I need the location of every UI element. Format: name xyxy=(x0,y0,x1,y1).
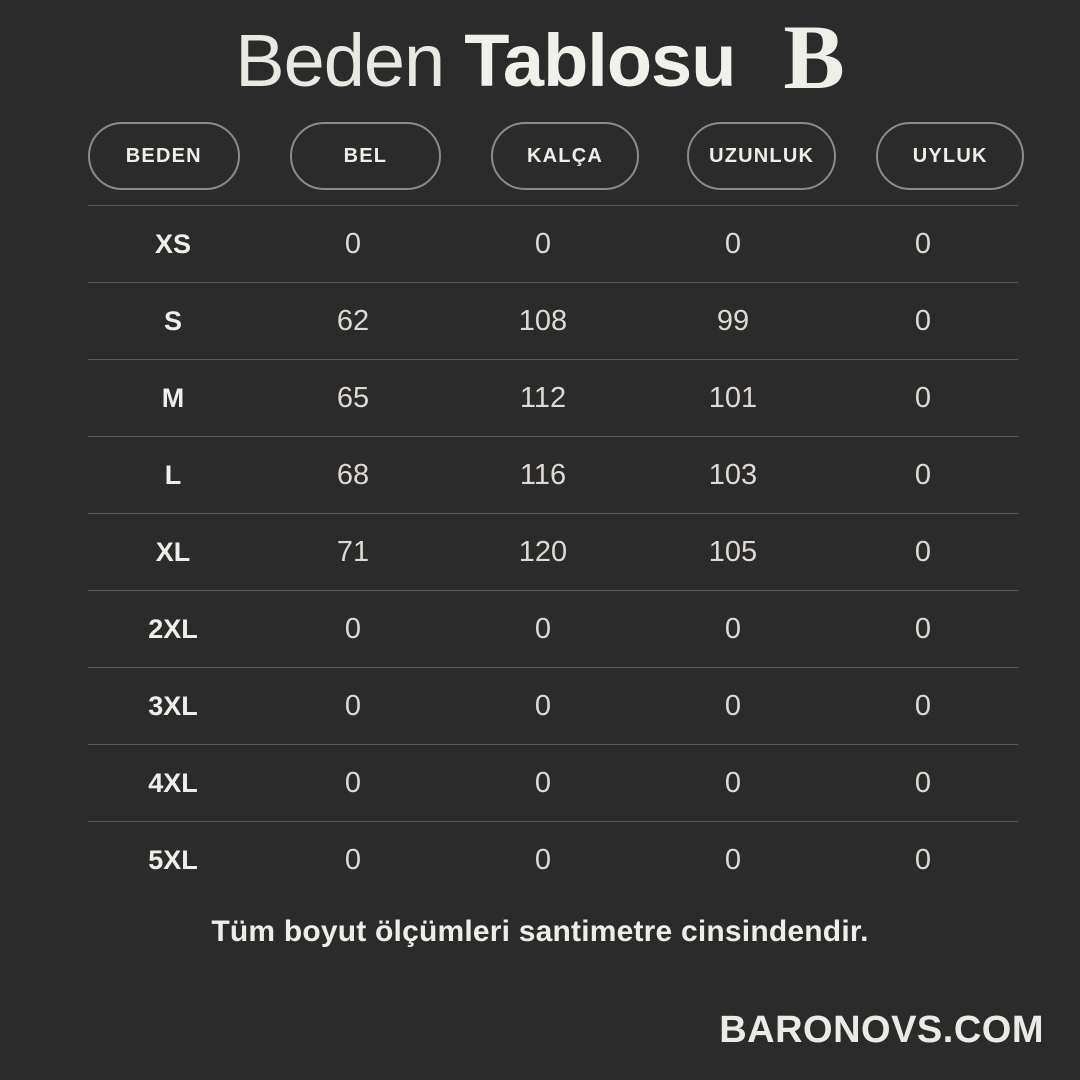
cell-bel: 0 xyxy=(344,612,362,645)
cell-uzunluk: 103 xyxy=(708,458,758,491)
cell-size: M xyxy=(161,382,185,413)
title-word-secondary: Tablosu xyxy=(464,18,736,102)
table-row xyxy=(88,821,1018,898)
table-row xyxy=(88,667,1018,744)
cell-size: XS xyxy=(154,228,192,259)
page-title xyxy=(0,5,1080,113)
title-word-primary: Beden xyxy=(235,18,445,102)
column-header-uyluk: UYLUK xyxy=(876,122,1024,190)
cell-uyluk: 0 xyxy=(914,535,932,568)
cell-uyluk: 0 xyxy=(914,381,932,414)
column-header-bel: BEL xyxy=(290,122,442,190)
cell-kalca: 0 xyxy=(534,766,552,799)
table-row xyxy=(88,590,1018,667)
cell-size: 2XL xyxy=(148,613,198,644)
size-table xyxy=(88,205,1018,898)
cell-uzunluk: 0 xyxy=(724,843,742,876)
column-header-uzunluk: UZUNLUK xyxy=(687,122,837,190)
cell-uyluk: 0 xyxy=(914,843,932,876)
table-row xyxy=(88,513,1018,590)
cell-bel: 0 xyxy=(344,843,362,876)
cell-kalca: 0 xyxy=(534,612,552,645)
cell-uzunluk: 105 xyxy=(708,535,758,568)
cell-kalca: 0 xyxy=(534,227,552,260)
cell-uzunluk: 101 xyxy=(708,381,758,414)
cell-size: S xyxy=(163,305,182,336)
column-header-beden: BEDEN xyxy=(88,122,240,190)
cell-uyluk: 0 xyxy=(914,304,932,337)
cell-uzunluk: 99 xyxy=(716,304,750,337)
cell-uyluk: 0 xyxy=(914,766,932,799)
cell-kalca: 0 xyxy=(534,843,552,876)
cell-bel: 0 xyxy=(344,227,362,260)
cell-size: 3XL xyxy=(148,690,198,721)
measurement-note: Tüm boyut ölçümleri santimetre cinsindendir. xyxy=(211,915,869,948)
table-header-row xyxy=(88,122,1024,190)
cell-uzunluk: 0 xyxy=(724,766,742,799)
cell-bel: 0 xyxy=(344,689,362,722)
cell-size: 4XL xyxy=(148,767,198,798)
cell-size: 5XL xyxy=(148,844,198,875)
cell-uyluk: 0 xyxy=(914,227,932,260)
cell-bel: 71 xyxy=(336,535,370,568)
cell-uzunluk: 0 xyxy=(724,227,742,260)
cell-bel: 62 xyxy=(336,304,370,337)
cell-kalca: 120 xyxy=(518,535,568,568)
cell-size: XL xyxy=(155,536,191,567)
cell-uyluk: 0 xyxy=(914,689,932,722)
cell-bel: 65 xyxy=(336,381,370,414)
cell-kalca: 0 xyxy=(534,689,552,722)
cell-kalca: 112 xyxy=(519,381,567,414)
brand-watermark: BARONOVS.COM xyxy=(719,1009,1044,1051)
cell-kalca: 116 xyxy=(519,458,567,491)
cell-uzunluk: 0 xyxy=(724,689,742,722)
cell-uzunluk: 0 xyxy=(724,612,742,645)
brand-logo-icon: B xyxy=(783,5,845,108)
table-row xyxy=(88,436,1018,513)
table-row xyxy=(88,205,1018,282)
cell-bel: 0 xyxy=(344,766,362,799)
cell-uyluk: 0 xyxy=(914,612,932,645)
cell-bel: 68 xyxy=(336,458,370,491)
table-row xyxy=(88,744,1018,821)
table-row xyxy=(88,359,1018,436)
cell-size: L xyxy=(164,459,182,490)
cell-uyluk: 0 xyxy=(914,458,932,491)
cell-kalca: 108 xyxy=(518,304,568,337)
column-header-kalca: KALÇA xyxy=(491,122,639,190)
table-row xyxy=(88,282,1018,359)
